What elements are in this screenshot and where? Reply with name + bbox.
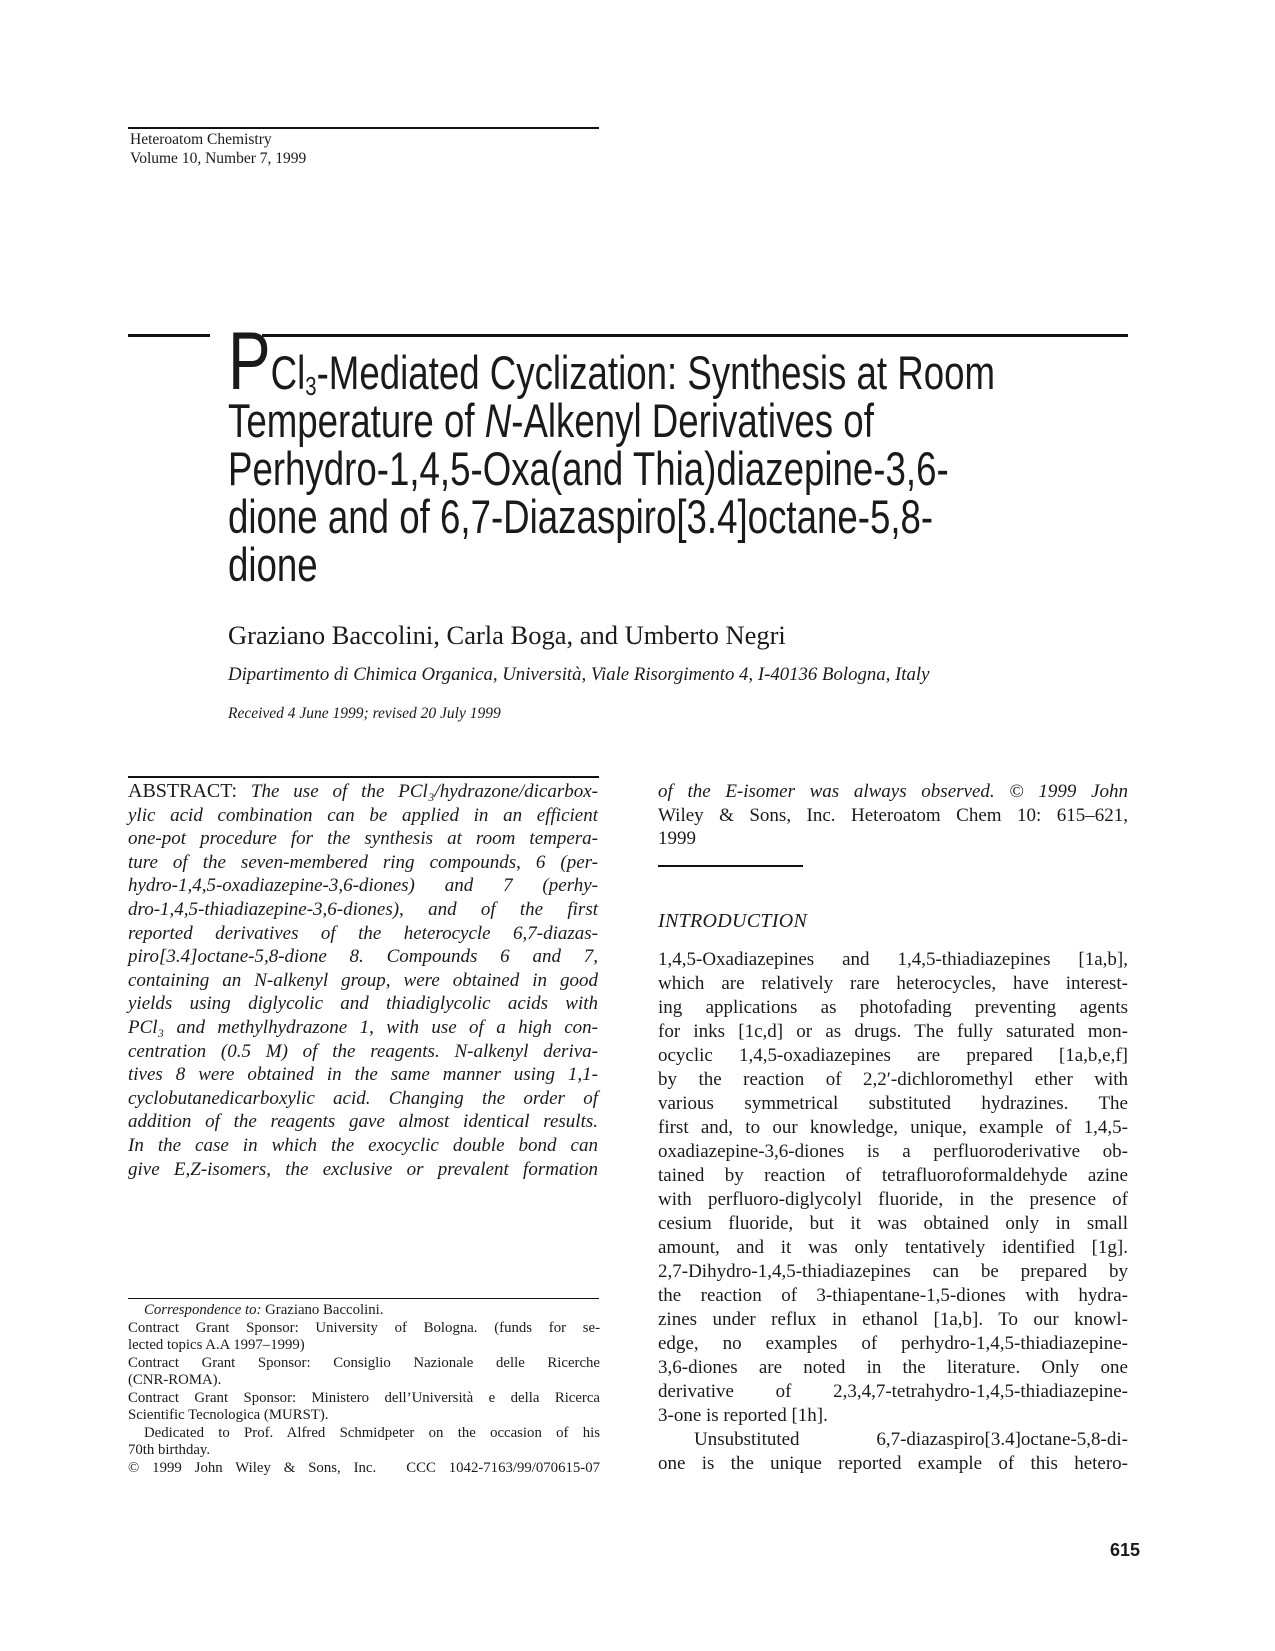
intro-line: one is the unique reported example of this hetero-: [658, 1453, 1128, 1474]
title-line2a: Temperature of: [228, 394, 485, 447]
abstract-line: dro-1,4,5-thiadiazepine-3,6-diones), and of the first: [128, 898, 598, 920]
title-n-italic: N: [484, 394, 512, 447]
abstract-line: ABSTRACT: The use of the PCl₃/hydrazone/dicarbox-: [128, 780, 599, 802]
abstract-heading: ABSTRACT:: [128, 780, 238, 802]
intro-line: Unsubstituted 6,7-diazaspiro[3.4]octane-5,8-di-: [694, 1429, 1128, 1450]
footnote-line: 70th birthday.: [128, 1442, 211, 1458]
journal-name: Heteroatom Chemistry: [130, 131, 272, 148]
intro-line: ocyclic 1,4,5-oxadiazepines are prepared [1a,b,e,f]: [658, 1045, 1128, 1066]
footnotes: [128, 1302, 600, 1477]
abstract-line: yields using diglycolic and thiadiglycolic acids with: [128, 993, 598, 1015]
intro-line: derivative of 2,3,4,7-tetrahydro-1,4,5-thiadiazepine-: [658, 1381, 1128, 1402]
abstract-line: containing an N-alkenyl group, were obtained in good: [128, 969, 598, 991]
intro-line: ing applications as photofading preventing agents: [658, 997, 1128, 1018]
abstract-line: tives 8 were obtained in the same manner using 1,1-: [128, 1064, 598, 1086]
intro-line: which are relatively rare heterocycles, have interest-: [658, 973, 1128, 994]
intro-line: zines under reflux in ethanol [1a,b]. To our knowl-: [658, 1309, 1128, 1330]
abstract-line: one-pot procedure for the synthesis at room tempera-: [128, 828, 598, 850]
title-block: [228, 316, 1128, 591]
intro-line: for inks [1c,d] or as drugs. The fully saturated mon-: [658, 1021, 1128, 1042]
footnote-line: Scientific Tecnologica (MURST).: [128, 1407, 329, 1423]
footnote-line: lected topics A.A 1997–1999): [128, 1337, 305, 1353]
title-rule-left: [128, 334, 210, 337]
received-dates: Received 4 June 1999; revised 20 July 1999: [228, 705, 501, 722]
page-number: 615: [1110, 1540, 1141, 1560]
title-line2b: -Alkenyl Derivatives of: [511, 394, 874, 447]
intro-line: cesium fluoride, but it was obtained only in small: [658, 1213, 1128, 1234]
intro-line: edge, no examples of perhydro-1,4,5-thiadiazepine-: [658, 1333, 1128, 1354]
authors: Graziano Baccolini, Carla Boga, and Umberto Negri: [228, 620, 786, 650]
abstract-cont-line: 1999: [658, 828, 696, 850]
intro-line: tained by reaction of tetrafluoroformaldehyde azine: [658, 1165, 1128, 1186]
abstract: [128, 780, 598, 1181]
intro-line: with perfluoro-diglycolyl fluoride, in the presence of: [658, 1189, 1128, 1210]
intro-line: amount, and it was only tentatively identified [1g].: [658, 1237, 1128, 1258]
intro-line: oxadiazepine-3,6-diones is a perfluoroderivative ob-: [658, 1141, 1128, 1162]
footnote-rule: [128, 1298, 599, 1299]
paper-title: [228, 316, 1125, 591]
intro-line: 2,7-Dihydro-1,4,5-thiadiazepines can be prepared by: [658, 1261, 1128, 1282]
intro-line: 3,6-diones are noted in the literature. Only one: [658, 1357, 1128, 1378]
header-rule: [128, 127, 599, 129]
abstract-line: addition of the reagents gave almost identical results.: [128, 1111, 598, 1133]
introduction-text: [658, 948, 1128, 1476]
title-line1: -Mediated Cyclization: Synthesis at Room: [316, 346, 996, 399]
correspondence-line: Correspondence to: Graziano Baccolini.: [144, 1302, 384, 1318]
journal-volume: Volume 10, Number 7, 1999: [130, 150, 307, 167]
abstract-line: ylic acid combination can be applied in an efficient: [128, 804, 598, 826]
abstract-line: ture of the seven-membered ring compounds, 6 (per-: [128, 851, 598, 873]
intro-line: first and, to our knowledge, unique, example of 1,4,5-: [658, 1117, 1128, 1138]
journal-header: [130, 130, 600, 168]
intro-line: the reaction of 3-thiapentane-1,5-diones with hydra-: [658, 1285, 1128, 1306]
section-heading-introduction: INTRODUCTION: [658, 910, 808, 932]
abstract-line: hydro-1,4,5-oxadiazepine-3,6-diones) and 7 (perhy-: [128, 875, 598, 897]
abstract-continuation: [658, 780, 1128, 851]
footnote-line: Contract Grant Sponsor: Ministero dell’Università e della Ricerca: [128, 1389, 600, 1406]
abstract-line: PCl₃ and methylhydrazone 1, with use of a high con-: [128, 1016, 598, 1038]
abstract-line: piro[3.4]octane-5,8-dione 8. Compounds 6 and 7,: [128, 946, 598, 968]
copyright-line: © 1999 John Wiley & Sons, Inc. CCC 1042-7163/99/070615-07: [128, 1459, 600, 1476]
intro-line: by the reaction of 2,2′-dichloromethyl ether with: [658, 1069, 1128, 1090]
footnote-line: Contract Grant Sponsor: University of Bologna. (funds for se-: [128, 1319, 600, 1336]
title-rule-right: [262, 334, 1128, 337]
abstract-cont-line: of the E-isomer was always observed. © 1999 John: [658, 781, 1128, 802]
affiliation: Dipartimento di Chimica Organica, Università, Viale Risorgimento 4, I-40136 Bologna, Italy: [228, 664, 930, 685]
footnote-line: Dedicated to Prof. Alfred Schmidpeter on the occasion of his: [144, 1424, 600, 1441]
title-line4: dione and of 6,7-Diazaspiro[3.4]octane-5,8-: [228, 490, 934, 543]
intro-line: various symmetrical substituted hydrazines. The: [658, 1093, 1128, 1114]
footnote-line: (CNR-ROMA).: [128, 1372, 222, 1388]
abstract-line: In the case in which the exocyclic double bond can: [128, 1134, 598, 1156]
title-cl: Cl: [270, 346, 306, 399]
abstract-line: give E,Z-isomers, the exclusive or prevalent formation: [128, 1158, 598, 1180]
title-subscript: 3: [305, 371, 317, 401]
intro-line: 1,4,5-Oxadiazepines and 1,4,5-thiadiazepines [1a,b],: [658, 949, 1128, 970]
title-dropcap: P: [228, 316, 271, 407]
abstract-end-rule: [658, 865, 803, 867]
abstract-line: centration (0.5 M) of the reagents. N-alkenyl deriva-: [128, 1040, 598, 1062]
title-line3: Perhydro-1,4,5-Oxa(and Thia)diazepine-3,6-: [228, 442, 949, 495]
abstract-cont-line: Wiley & Sons, Inc. Heteroatom Chem 10: 615–621,: [658, 804, 1128, 826]
title-line5: dione: [228, 538, 318, 591]
abstract-line: reported derivatives of the heterocycle 6,7-diazas-: [128, 922, 598, 944]
abstract-line: cyclobutanedicarboxylic acid. Changing the order of: [128, 1087, 598, 1109]
footnote-line: Contract Grant Sponsor: Consiglio Nazionale delle Ricerche: [128, 1354, 600, 1371]
intro-line: 3-one is reported [1h].: [658, 1405, 828, 1426]
abstract-rule: [128, 776, 599, 778]
